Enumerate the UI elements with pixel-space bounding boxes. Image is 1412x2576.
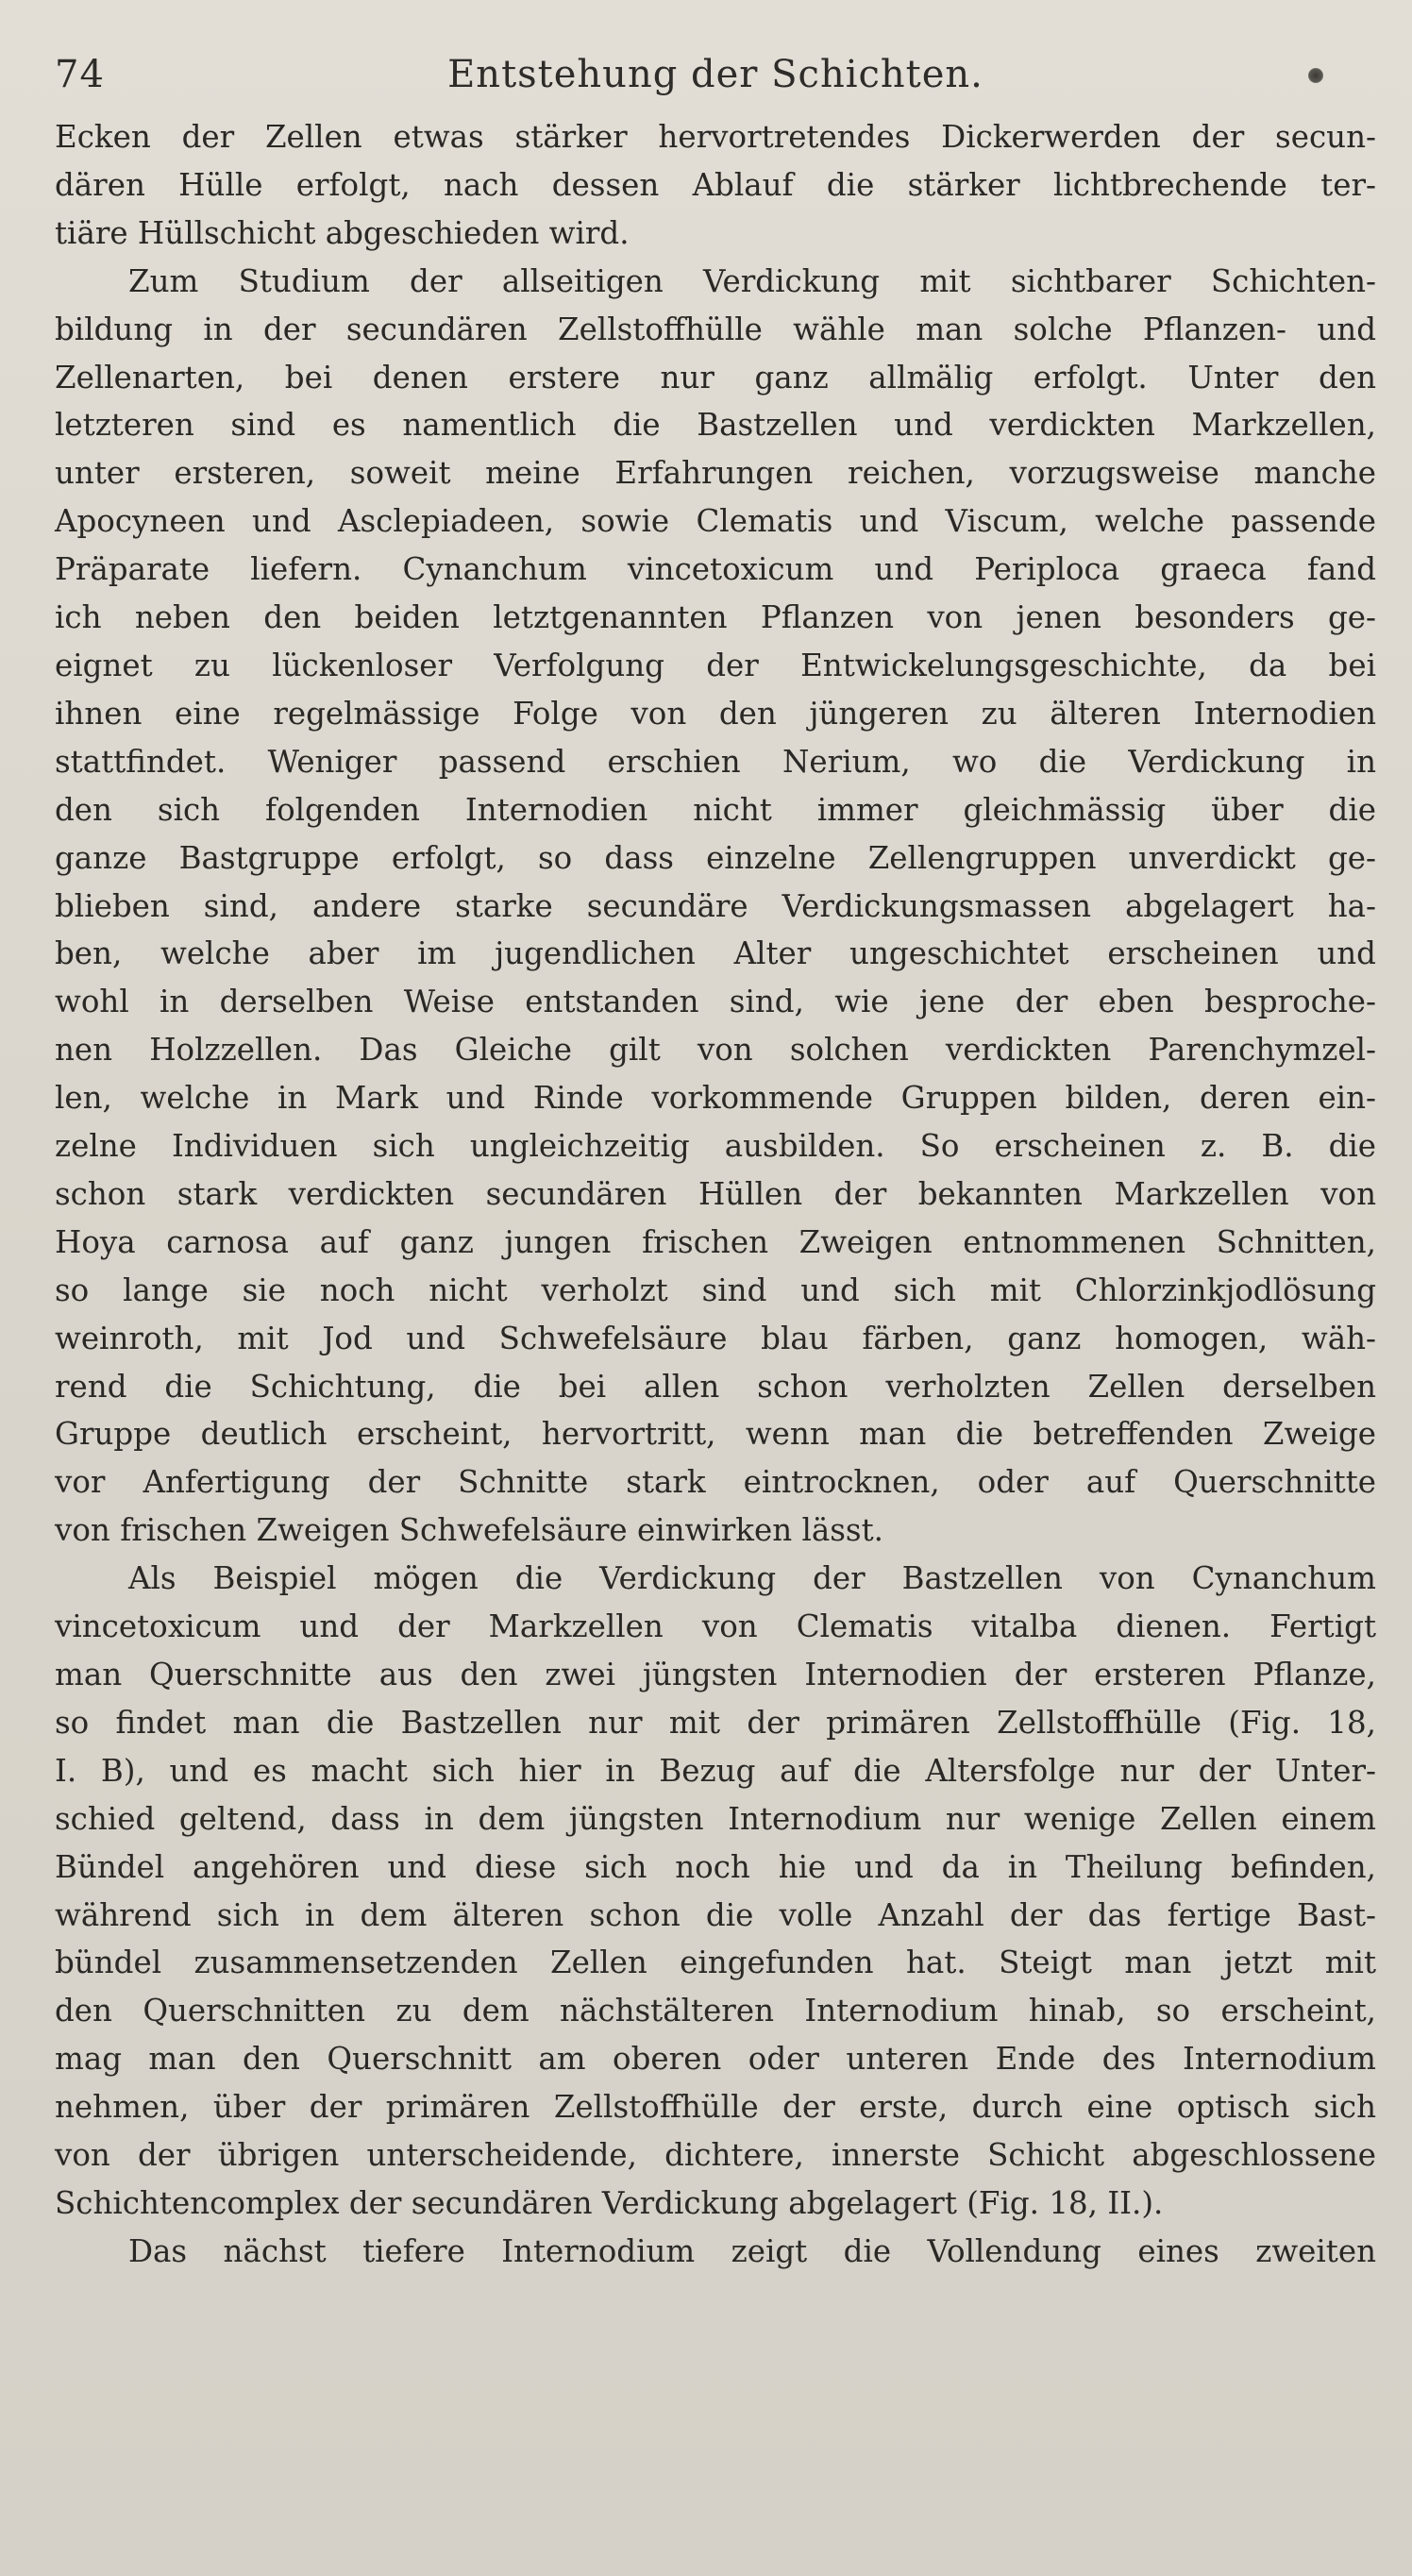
text-line: schon stark verdickten secundären Hüllen der bekannten Markzellen von [55,1175,1376,1212]
text-line: Das nächst tiefere Internodium zeigt die Vollendung eines zweiten [128,2232,1376,2269]
text-line: mag man den Querschnitt am oberen oder unteren Ende des Internodium [55,2041,1376,2078]
text-line: weinroth, mit Jod und Schwefelsäure blau färben, ganz homogen, wäh- [55,1320,1376,1356]
paragraph [55,1555,1376,2228]
text-line: eignet zu lückenloser Verfolgung der Entwickelungsgeschichte, da bei [55,647,1376,683]
text-line: Bündel angehören und diese sich noch hie und da in Theilung befinden, [55,1848,1376,1885]
text-line: dären Hülle erfolgt, nach dessen Ablauf die stärker lichtbrechende ter- [55,166,1376,203]
text-line: Zum Studium der allseitigen Verdickung mit sichtbarer Schichten- [128,262,1376,299]
running-head: Entstehung der Schichten. [447,53,983,96]
text-line: schied geltend, dass in dem jüngsten Internodium nur wenige Zellen einem [55,1800,1376,1837]
text-line: bündel zusammensetzenden Zellen eingefunden hat. Steigt man jetzt mit [55,1945,1376,1981]
text-line: zelne Individuen sich ungleichzeitig ausbilden. So erscheinen z. B. die [55,1128,1376,1165]
text-line: len, welche in Mark und Rinde vorkommende Gruppen bilden, deren ein- [55,1080,1376,1117]
text-line: bildung in der secundären Zellstoffhülle wähle man solche Pflanzen- und [55,311,1376,347]
text-line: Gruppe deutlich erscheint, hervortritt, wenn man die betreffenden Zweige [55,1416,1376,1453]
text-line: von der übrigen unterscheidende, dichtere, innerste Schicht abgeschlossene [55,2137,1376,2174]
paragraph [55,2228,1376,2276]
text-line: ganze Bastgruppe erfolgt, so dass einzelne Zellengruppen unverdickt ge- [55,839,1376,876]
text-line: letzteren sind es namentlich die Bastzellen und verdickten Markzellen, [55,407,1376,444]
body-text [55,113,1376,2276]
ink-spot-mark [1308,68,1323,83]
text-line: unter ersteren, soweit meine Erfahrungen reichen, vorzugsweise manche [55,455,1376,492]
text-line: Apocyneen und Asclepiadeen, sowie Clematis und Viscum, welche passende [55,503,1376,540]
text-line: von frischen Zweigen Schwefelsäure einwirken lässt. [55,1512,883,1549]
text-line: während sich in dem älteren schon die volle Anzahl der das fertige Bast- [55,1896,1376,1933]
text-line: ihnen eine regelmässige Folge von den jüngeren zu älteren Internodien [55,695,1376,732]
text-line: vincetoxicum und der Markzellen von Clematis vitalba dienen. Fertigt [55,1608,1376,1645]
text-line: tiäre Hüllschicht abgeschieden wird. [55,214,630,251]
text-line: so findet man die Bastzellen nur mit der primären Zellstoffhülle (Fig. 18, [55,1704,1376,1741]
text-line: rend die Schichtung, die bei allen schon verholzten Zellen derselben [55,1368,1376,1405]
text-line: Zellenarten, bei denen erstere nur ganz allmälig erfolgt. Unter den [55,359,1376,396]
text-line: Ecken der Zellen etwas stärker hervortretendes Dickerwerden der secun- [55,119,1376,155]
page-header [55,45,1376,113]
text-line: ich neben den beiden letztgenannten Pflanzen von jenen besonders ge- [55,599,1376,636]
paragraph [55,258,1376,1555]
book-page [55,45,1376,2276]
text-line: Schichtencomplex der secundären Verdickung abgelagert (Fig. 18, II.). [55,2184,1164,2221]
text-line: Als Beispiel mögen die Verdickung der Bastzellen von Cynanchum [128,1560,1376,1597]
paragraph [55,113,1376,258]
text-line: blieben sind, andere starke secundäre Verdickungsmassen abgelagert ha- [55,887,1376,924]
text-line: ben, welche aber im jugendlichen Alter ungeschichtet erscheinen und [55,935,1376,972]
text-line: Hoya carnosa auf ganz jungen frischen Zweigen entnommenen Schnitten, [55,1223,1376,1260]
text-line: man Querschnitte aus den zwei jüngsten Internodien der ersteren Pflanze, [55,1657,1376,1692]
text-line: vor Anfertigung der Schnitte stark eintrocknen, oder auf Querschnitte [55,1464,1376,1501]
text-line: so lange sie noch nicht verholzt sind und sich mit Chlorzinkjodlösung [55,1271,1376,1308]
text-line: nehmen, über der primären Zellstoffhülle der erste, durch eine optisch sich [55,2089,1376,2126]
text-line: I. B), und es macht sich hier in Bezug auf die Altersfolge nur der Unter- [55,1752,1376,1789]
text-line: den sich folgenden Internodien nicht immer gleichmässig über die [55,791,1376,828]
text-line: wohl in derselben Weise entstanden sind, wie jene der eben besproche- [55,984,1376,1020]
text-line: Präparate liefern. Cynanchum vincetoxicum und Periploca graeca fand [55,551,1376,588]
page-number: 74 [55,53,105,96]
text-line: den Querschnitten zu dem nächstälteren Internodium hinab, so erscheint, [55,1993,1376,2029]
text-line: nen Holzzellen. Das Gleiche gilt von solchen verdickten Parenchymzel- [55,1032,1376,1069]
text-line: stattfindet. Weniger passend erschien Nerium, wo die Verdickung in [55,743,1376,780]
